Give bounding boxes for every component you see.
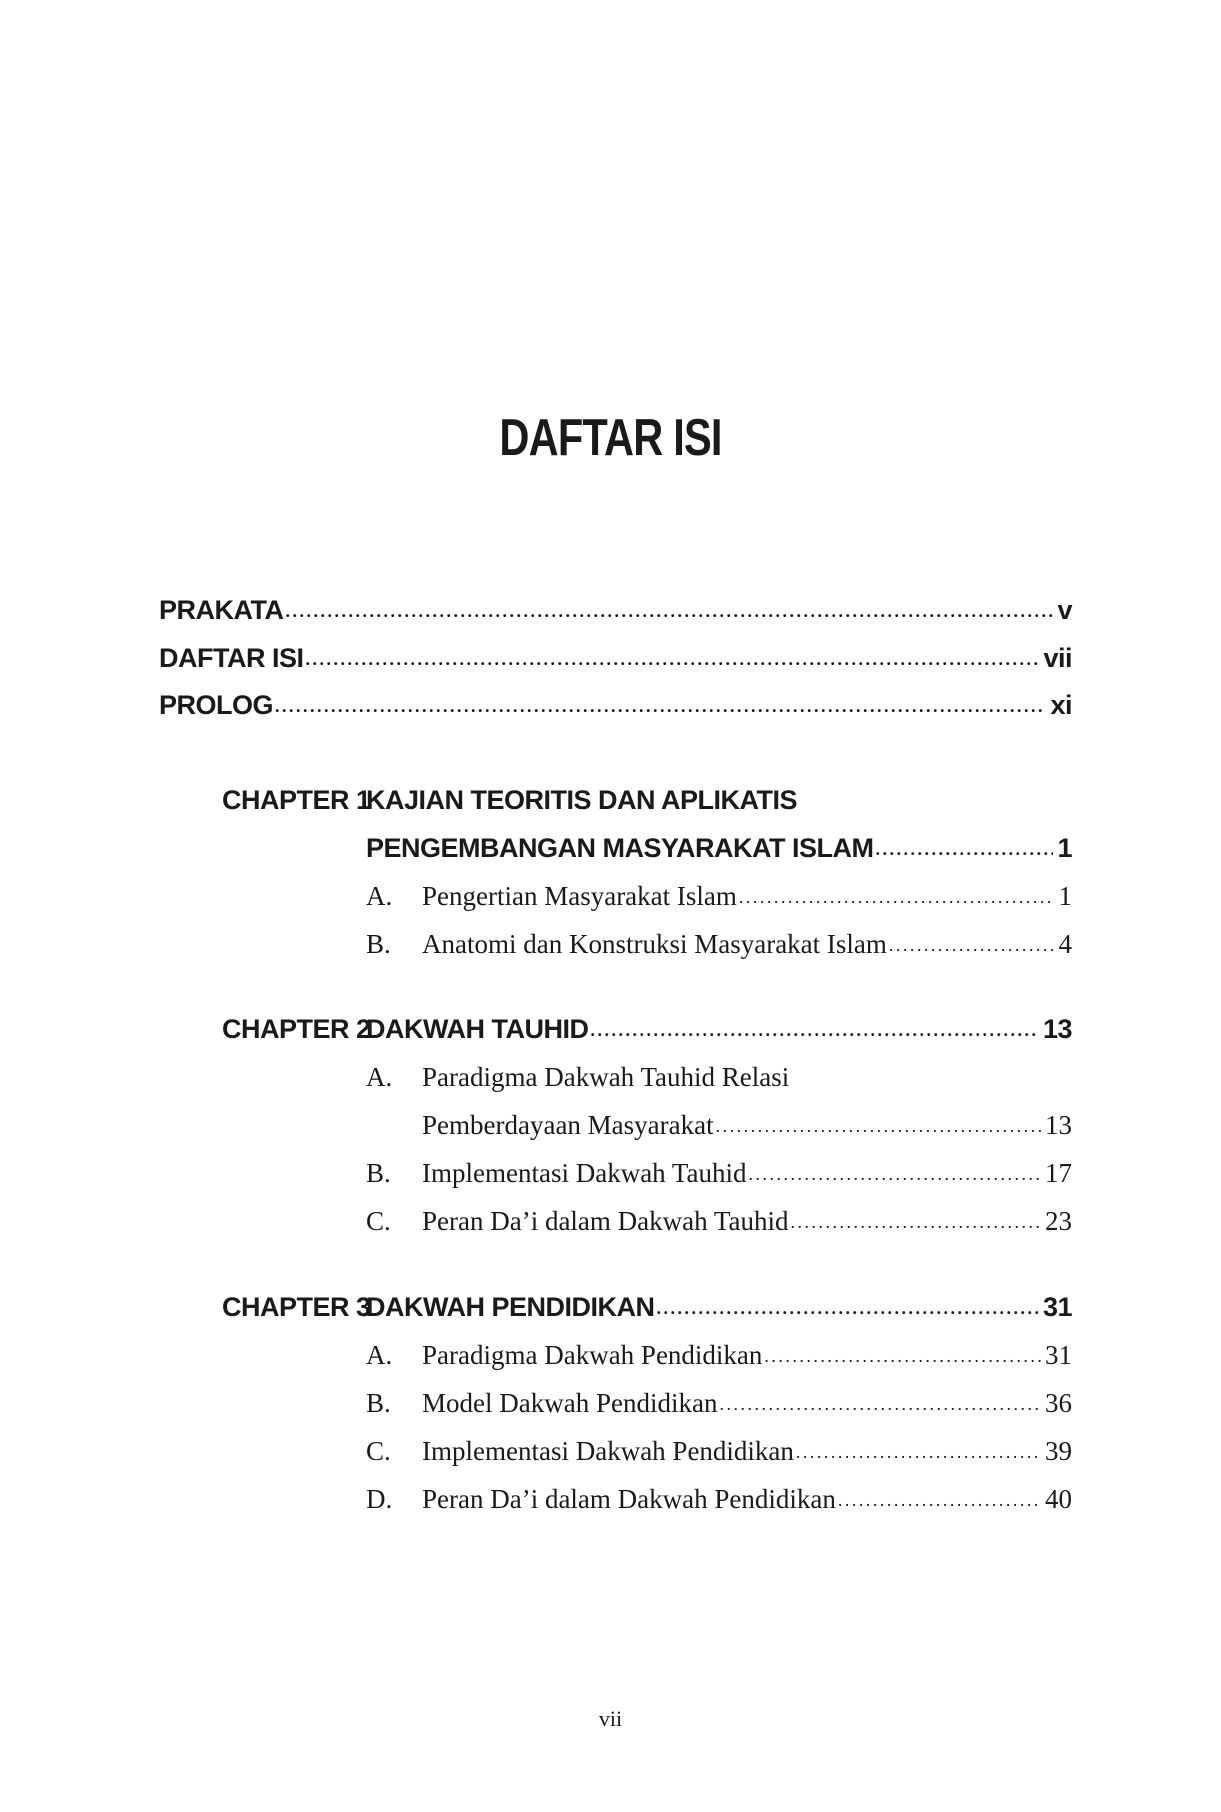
chapter-entry <box>366 1011 1072 1047</box>
section-entry <box>366 1203 1072 1239</box>
chapter-label: CHAPTER 1 <box>222 785 371 815</box>
dot-leader <box>590 1019 1038 1041</box>
section-entry <box>366 1155 1072 1191</box>
chapter-entry <box>366 1289 1072 1325</box>
section-page: 40 <box>1045 1484 1072 1514</box>
toc-entry-page: xi <box>1050 690 1072 720</box>
dot-leader <box>796 1441 1041 1463</box>
toc-entry-label: PRAKATA <box>159 595 284 625</box>
section-letter: A. <box>366 1062 393 1092</box>
toc-entry-page: v <box>1057 595 1072 625</box>
section-entry <box>366 1059 1072 1095</box>
chapter-page: 1 <box>1057 833 1072 863</box>
section-entry-continued <box>422 1107 1072 1143</box>
dot-leader <box>749 1163 1041 1185</box>
section-letter: B. <box>366 1388 391 1418</box>
chapter-page: 31 <box>1042 1292 1072 1322</box>
toc-entry-label: PROLOG <box>159 690 274 720</box>
section-page: 36 <box>1045 1388 1072 1418</box>
toc-entry-prakata <box>159 592 1072 628</box>
dot-leader <box>791 1211 1042 1233</box>
dot-leader <box>716 1115 1041 1137</box>
dot-leader <box>275 695 1046 717</box>
section-title: Pemberdayaan Masyarakat <box>422 1110 714 1140</box>
dot-leader <box>889 934 1055 956</box>
section-entry <box>366 878 1072 914</box>
section-page: 31 <box>1045 1340 1072 1370</box>
dot-leader <box>739 886 1055 908</box>
chapter-label: CHAPTER 3 <box>222 1292 371 1322</box>
section-entry <box>366 1433 1072 1469</box>
section-title: Implementasi Dakwah Tauhid <box>422 1158 747 1188</box>
section-entry <box>366 1385 1072 1421</box>
section-page: 17 <box>1045 1158 1072 1188</box>
section-title-line: Paradigma Dakwah Tauhid Relasi <box>422 1062 790 1092</box>
section-letter: A. <box>366 881 393 911</box>
chapter-title: DAKWAH PENDIDIKAN <box>366 1292 655 1322</box>
section-letter: A. <box>366 1340 393 1370</box>
chapter-title-line: KAJIAN TEORITIS DAN APLIKATIS <box>366 785 798 815</box>
chapter-label: CHAPTER 2 <box>222 1014 371 1044</box>
toc-entry-prolog <box>159 687 1072 723</box>
section-title: Peran Da’i dalam Dakwah Tauhid <box>422 1206 789 1236</box>
page-number: vii <box>598 1706 623 1731</box>
section-title: Implementasi Dakwah Pendidikan <box>422 1436 794 1466</box>
section-letter: B. <box>366 1158 391 1188</box>
chapter-title: PENGEMBANGAN MASYARAKAT ISLAM <box>366 833 874 863</box>
toc-entry-page: vii <box>1043 643 1072 673</box>
section-entry <box>366 926 1072 962</box>
chapter-entry <box>366 830 1072 866</box>
dot-leader <box>719 1393 1041 1415</box>
toc-entry-label: DAFTAR ISI <box>159 643 304 673</box>
section-entry <box>366 1481 1072 1517</box>
section-letter: B. <box>366 929 391 959</box>
section-letter: C. <box>366 1206 391 1236</box>
section-page: 39 <box>1045 1436 1072 1466</box>
section-letter: C. <box>366 1436 391 1466</box>
chapter-page: 13 <box>1042 1014 1072 1044</box>
section-title: Pengertian Masyarakat Islam <box>422 881 737 911</box>
section-title: Paradigma Dakwah Pendidikan <box>422 1340 763 1370</box>
section-page: 13 <box>1045 1110 1072 1140</box>
section-entry <box>366 1337 1072 1373</box>
section-letter: D. <box>366 1484 393 1514</box>
section-title: Model Dakwah Pendidikan <box>422 1388 718 1418</box>
dot-leader <box>838 1489 1041 1511</box>
chapter-title: DAKWAH TAUHID <box>366 1014 589 1044</box>
section-page: 4 <box>1058 929 1072 959</box>
page-title: DAFTAR ISI <box>499 409 722 467</box>
section-title: Peran Da’i dalam Dakwah Pendidikan <box>422 1484 836 1514</box>
dot-leader <box>286 600 1054 622</box>
section-page: 23 <box>1045 1206 1072 1236</box>
dot-leader <box>657 1297 1039 1319</box>
toc-entry-daftar-isi <box>159 640 1072 676</box>
dot-leader <box>306 648 1040 670</box>
section-page: 1 <box>1058 881 1072 911</box>
dot-leader <box>764 1345 1041 1367</box>
section-title: Anatomi dan Konstruksi Masyarakat Islam <box>422 929 887 959</box>
dot-leader <box>876 838 1054 860</box>
